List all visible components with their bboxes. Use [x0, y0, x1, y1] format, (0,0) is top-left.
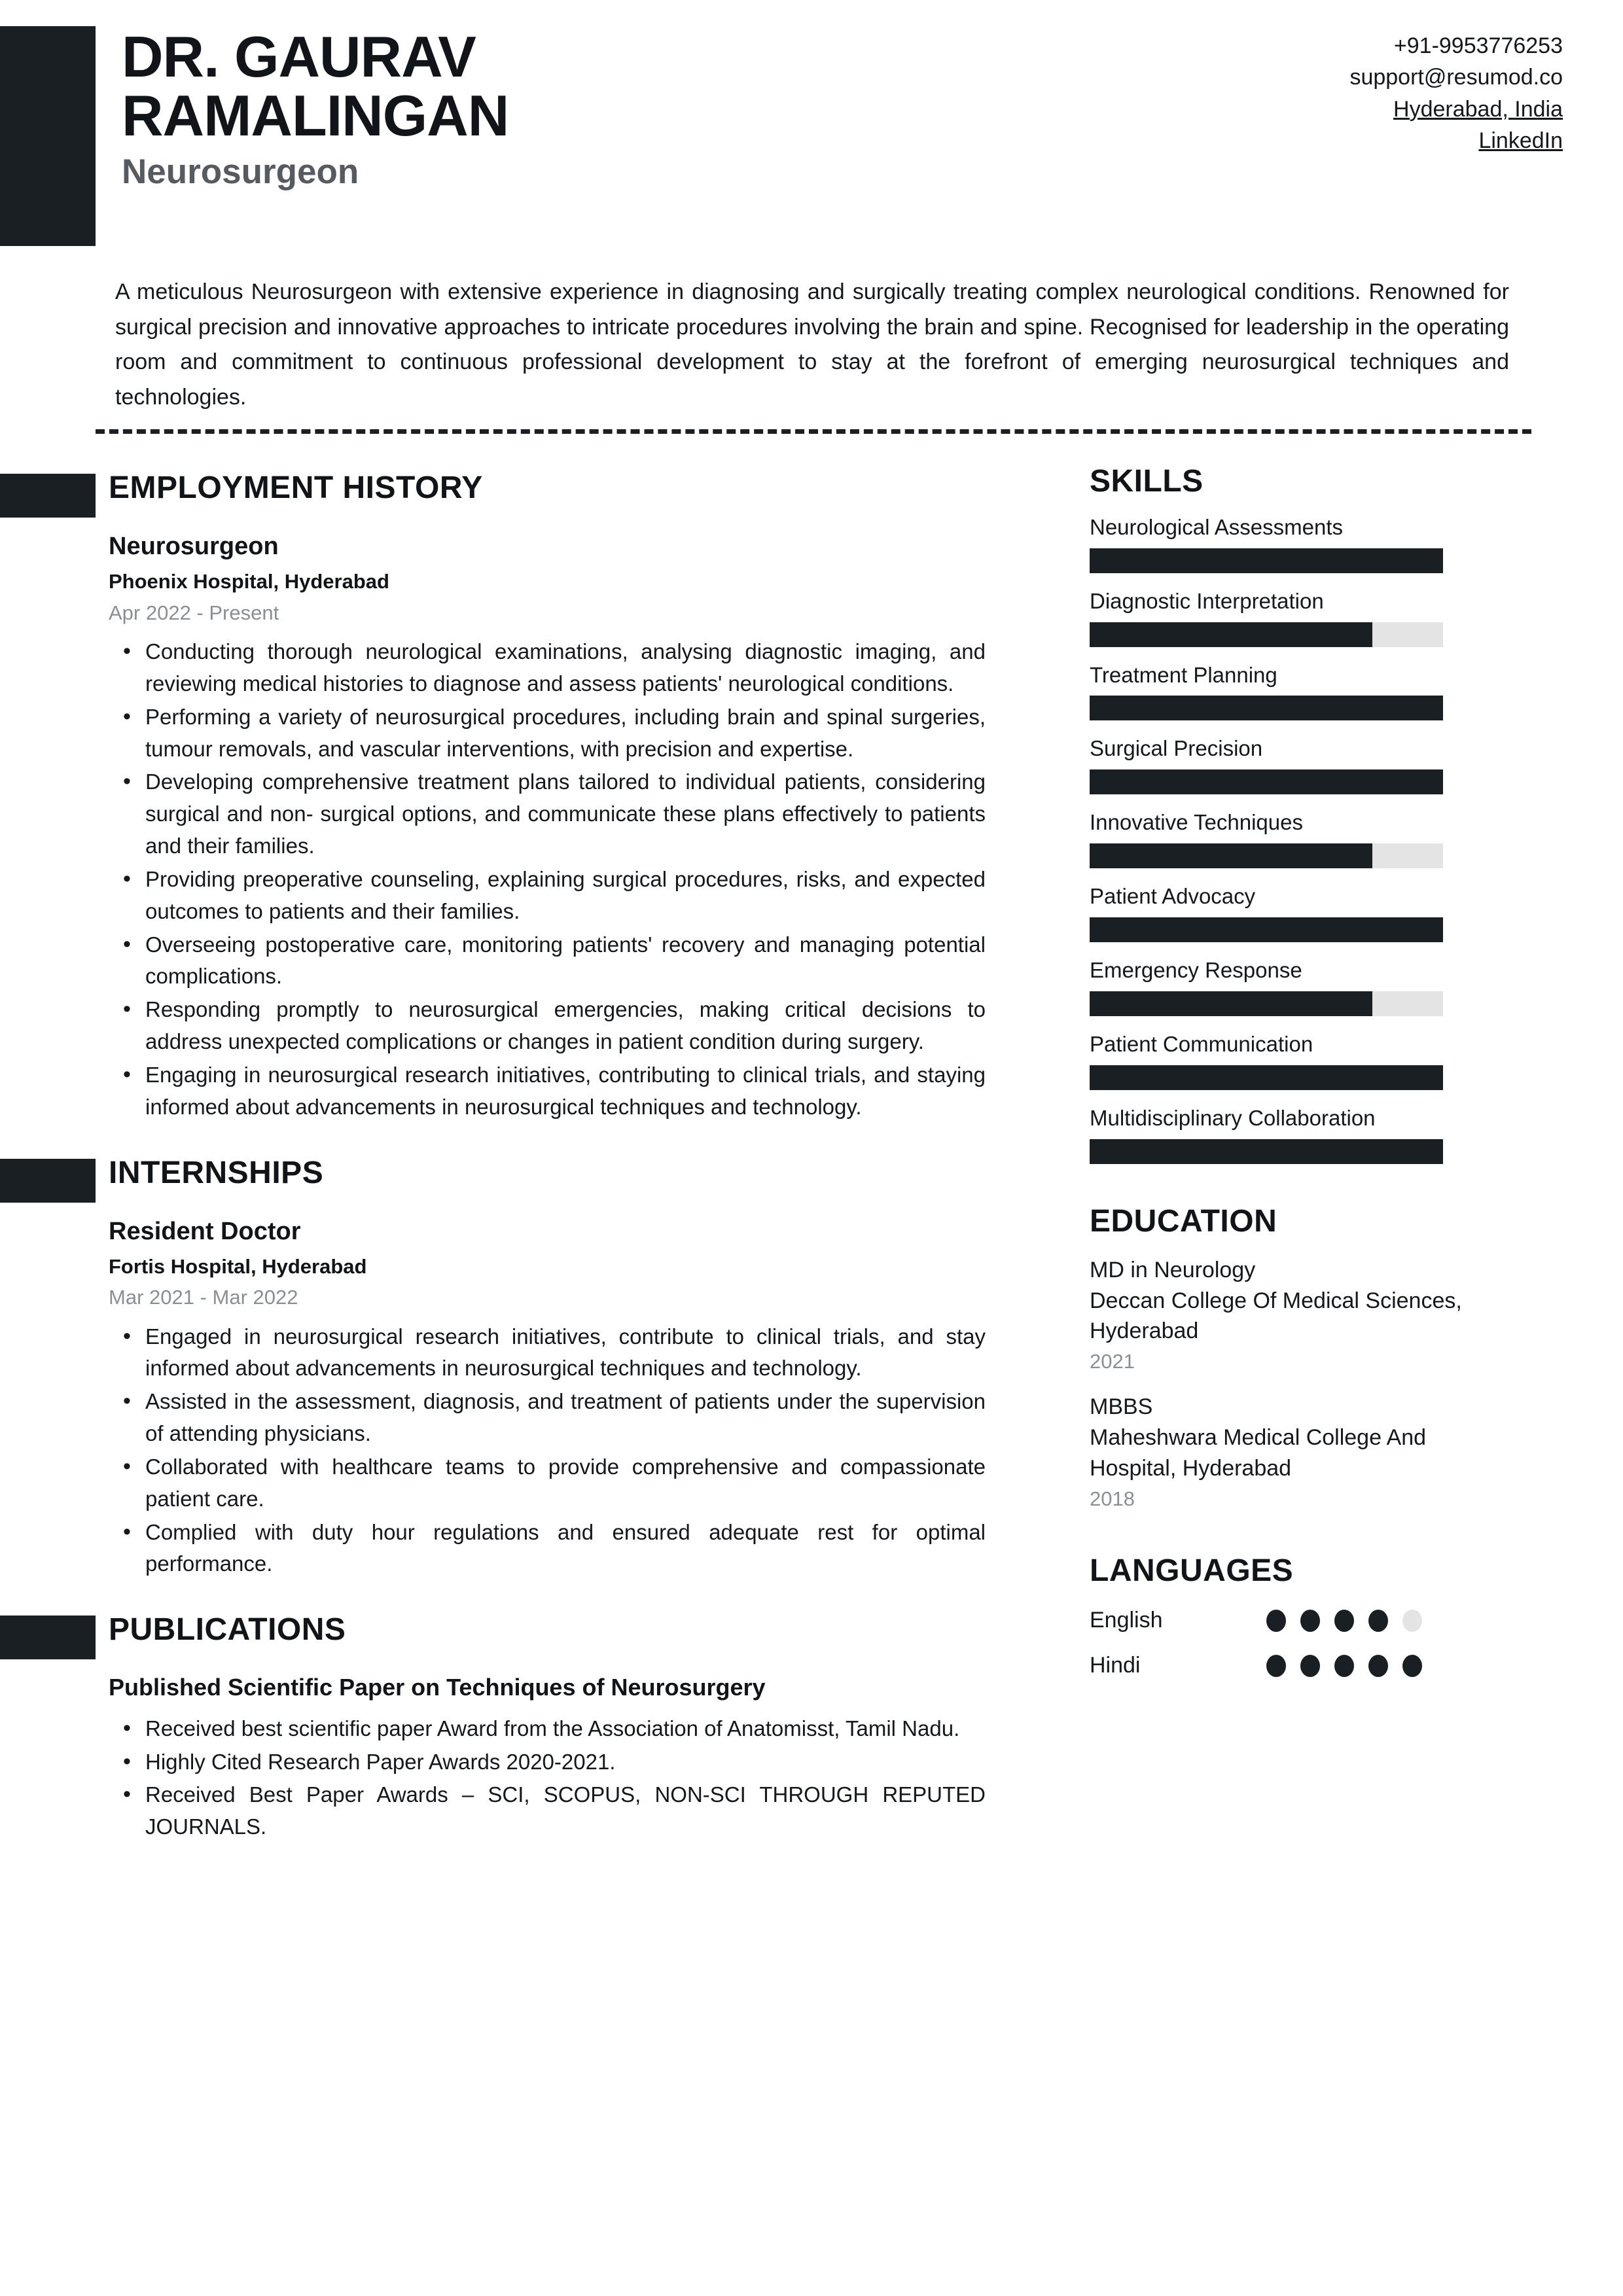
skill-item: [1090, 735, 1508, 794]
section-title-languages: LANGUAGES: [1090, 1553, 1294, 1588]
education-school: Maheshwara Medical College And Hospital, Hyderabad: [1090, 1425, 1427, 1481]
name-line-2: RAMALINGAN: [122, 82, 509, 148]
skill-item: [1090, 1031, 1508, 1090]
skill-label: Surgical Precision: [1090, 736, 1263, 761]
language-name: Hindi: [1090, 1653, 1141, 1678]
list-item: • Conducting thorough neurological examinations, analysing diagnostic imaging, and reviewing medical histories to diagnose and assess patients' neurological conditions.: [145, 636, 986, 700]
rating-dot-empty: [1402, 1610, 1422, 1632]
skill-item: [1090, 588, 1508, 647]
publication-entry: [109, 1672, 986, 1843]
contact-block: [1349, 30, 1563, 156]
section-divider: [96, 429, 1531, 434]
section-header: [0, 465, 1008, 520]
contact-email[interactable]: support@resumod.co: [1349, 65, 1563, 90]
education-year: 2021: [1090, 1350, 1135, 1373]
education-school: Deccan College Of Medical Sciences, Hyderabad: [1090, 1288, 1462, 1344]
list-item: • Highly Cited Research Paper Awards 2020-2021.: [145, 1746, 986, 1778]
contact-phone: +91-9953776253: [1393, 33, 1563, 58]
skill-progress-fill: [1090, 1139, 1443, 1164]
skill-label: Patient Advocacy: [1090, 884, 1256, 909]
rating-dot-filled: [1368, 1610, 1388, 1632]
skill-progress-fill: [1090, 991, 1372, 1016]
section-languages: [1090, 1554, 1508, 1679]
employment-entry: [109, 530, 986, 1123]
employment-role: Neurosurgeon: [109, 533, 279, 560]
section-skills: [1090, 465, 1508, 1164]
rating-dot-filled: [1300, 1655, 1320, 1677]
skill-item: [1090, 809, 1508, 868]
skill-item: [1090, 883, 1508, 942]
employment-dates: Apr 2022 - Present: [109, 601, 279, 624]
name-block: [122, 24, 1038, 191]
education-degree: MBBS: [1090, 1394, 1153, 1420]
list-item: • Received Best Paper Awards – SCI, SCOPUS, NON-SCI THROUGH REPUTED JOURNALS.: [145, 1779, 986, 1843]
skill-progress-fill: [1090, 843, 1372, 868]
rating-dot-filled: [1266, 1610, 1286, 1632]
list-item: • Collaborated with healthcare teams to provide comprehensive and compassionate patient care.: [145, 1451, 986, 1515]
contact-linkedin[interactable]: LinkedIn: [1478, 128, 1563, 153]
skill-progress-track: [1090, 1139, 1443, 1164]
section-education: [1090, 1205, 1508, 1513]
skill-label: Patient Communication: [1090, 1032, 1313, 1057]
skill-progress-fill: [1090, 548, 1443, 573]
rating-dot-filled: [1334, 1610, 1354, 1632]
skills-list: [1090, 514, 1508, 1164]
skill-label: Emergency Response: [1090, 958, 1302, 983]
internship-dates: Mar 2021 - Mar 2022: [109, 1286, 298, 1309]
skill-progress-fill: [1090, 1065, 1443, 1090]
name-line-1: DR. GAURAV: [122, 24, 476, 89]
skill-progress-track: [1090, 769, 1443, 794]
professional-summary: A meticulous Neurosurgeon with extensive experience in diagnosing and surgically treating complex neurological conditions. Renowned for surgical precision and innovative approaches to intricate procedures involving the brain and spine. Recognised for leadership in the operating room and commitment to continuous professional development to stay at the forefront of emerging neurosurgical techniques and technologies.: [115, 279, 1509, 410]
list-item: • Providing preoperative counseling, explaining surgical procedures, risks, and expected outcomes to patients and their families.: [145, 864, 986, 928]
section-header: [0, 1606, 1008, 1661]
skill-progress-track: [1090, 622, 1443, 647]
languages-list: [1090, 1608, 1508, 1678]
section-header: [0, 1150, 1008, 1205]
rating-dot-filled: [1402, 1655, 1422, 1677]
section-title-internships: INTERNSHIPS: [109, 1155, 324, 1190]
employment-org: Phoenix Hospital, Hyderabad: [109, 570, 389, 593]
main-column: [0, 465, 1008, 1845]
rating-dot-filled: [1300, 1610, 1320, 1632]
section-accent-block: [0, 474, 96, 518]
education-item: [1090, 1392, 1508, 1513]
skill-label: Diagnostic Interpretation: [1090, 588, 1324, 613]
language-name: English: [1090, 1608, 1163, 1633]
employment-bullets: [109, 636, 986, 1123]
header-accent-block: [0, 26, 96, 246]
section-title-skills: SKILLS: [1090, 464, 1204, 499]
list-item: • Performing a variety of neurosurgical procedures, including brain and spinal surgeries, tumour removals, and vascular interventions, with precision and expertise.: [145, 701, 986, 766]
list-item: • Engaging in neurosurgical research initiatives, contributing to clinical trials, and staying informed about advancements in neurosurgical techniques and technology.: [145, 1059, 986, 1123]
list-item: • Developing comprehensive treatment plans tailored to individual patients, considering surgical and non- surgical options, and communicate these plans effectively to patients and their families.: [145, 766, 986, 862]
education-item: [1090, 1255, 1508, 1376]
resume-header: [0, 0, 1623, 255]
section-internships: [0, 1150, 1008, 1581]
language-rating-dots: [1266, 1655, 1422, 1677]
skill-progress-track: [1090, 991, 1443, 1016]
section-title-education: EDUCATION: [1090, 1203, 1277, 1239]
section-accent-block: [0, 1159, 96, 1203]
internship-role: Resident Doctor: [109, 1217, 301, 1245]
internship-org: Fortis Hospital, Hyderabad: [109, 1254, 367, 1278]
list-item: • Received best scientific paper Award from the Association of Anatomisst, Tamil Nadu.: [145, 1713, 986, 1745]
skill-progress-track: [1090, 548, 1443, 573]
section-title-publications: PUBLICATIONS: [109, 1612, 346, 1648]
education-year: 2018: [1090, 1487, 1135, 1510]
skill-progress-track: [1090, 843, 1443, 868]
skill-label: Multidisciplinary Collaboration: [1090, 1105, 1376, 1130]
section-publications: [0, 1606, 1008, 1843]
list-item: • Complied with duty hour regulations and ensured adequate rest for optimal performance.: [145, 1517, 986, 1581]
skill-label: Innovative Techniques: [1090, 810, 1303, 835]
education-degree: MD in Neurology: [1090, 1257, 1256, 1282]
language-row: [1090, 1608, 1508, 1633]
rating-dot-filled: [1368, 1655, 1388, 1677]
skill-item: [1090, 662, 1508, 721]
internship-entry: [109, 1215, 986, 1581]
language-row: [1090, 1653, 1508, 1678]
education-list: [1090, 1255, 1508, 1513]
list-item: • Overseeing postoperative care, monitoring patients' recovery and managing potential complications.: [145, 929, 986, 993]
language-rating-dots: [1266, 1610, 1422, 1632]
internship-bullets: [109, 1321, 986, 1581]
skill-progress-fill: [1090, 769, 1443, 794]
skill-label: Neurological Assessments: [1090, 514, 1344, 539]
publication-bullets: [109, 1713, 986, 1843]
contact-location[interactable]: Hyderabad, India: [1393, 96, 1563, 122]
skill-label: Treatment Planning: [1090, 662, 1277, 687]
section-accent-block: [0, 1616, 96, 1659]
section-employment-history: [0, 465, 1008, 1123]
list-item: • Assisted in the assessment, diagnosis, and treatment of patients under the supervision of attending physicians.: [145, 1386, 986, 1450]
job-title: Neurosurgeon: [122, 152, 359, 191]
skill-item: [1090, 1104, 1508, 1164]
rating-dot-filled: [1334, 1655, 1354, 1677]
skill-progress-track: [1090, 917, 1443, 942]
publication-title: Published Scientific Paper on Techniques of Neurosurgery: [109, 1674, 766, 1701]
sidebar-column: [1090, 465, 1508, 1678]
skill-progress-fill: [1090, 622, 1372, 647]
rating-dot-filled: [1266, 1655, 1286, 1677]
skill-progress-fill: [1090, 696, 1443, 720]
skill-item: [1090, 957, 1508, 1016]
skill-progress-track: [1090, 1065, 1443, 1090]
skill-progress-fill: [1090, 917, 1443, 942]
skill-progress-track: [1090, 696, 1443, 720]
skill-item: [1090, 514, 1508, 573]
list-item: • Engaged in neurosurgical research initiatives, contribute to clinical trials, and stay informed about advancements in neurosurgical techniques and technology.: [145, 1321, 986, 1385]
list-item: • Responding promptly to neurosurgical emergencies, making critical decisions to address unexpected complications or changes in patient condition during surgery.: [145, 994, 986, 1058]
section-title-employment: EMPLOYMENT HISTORY: [109, 470, 483, 505]
